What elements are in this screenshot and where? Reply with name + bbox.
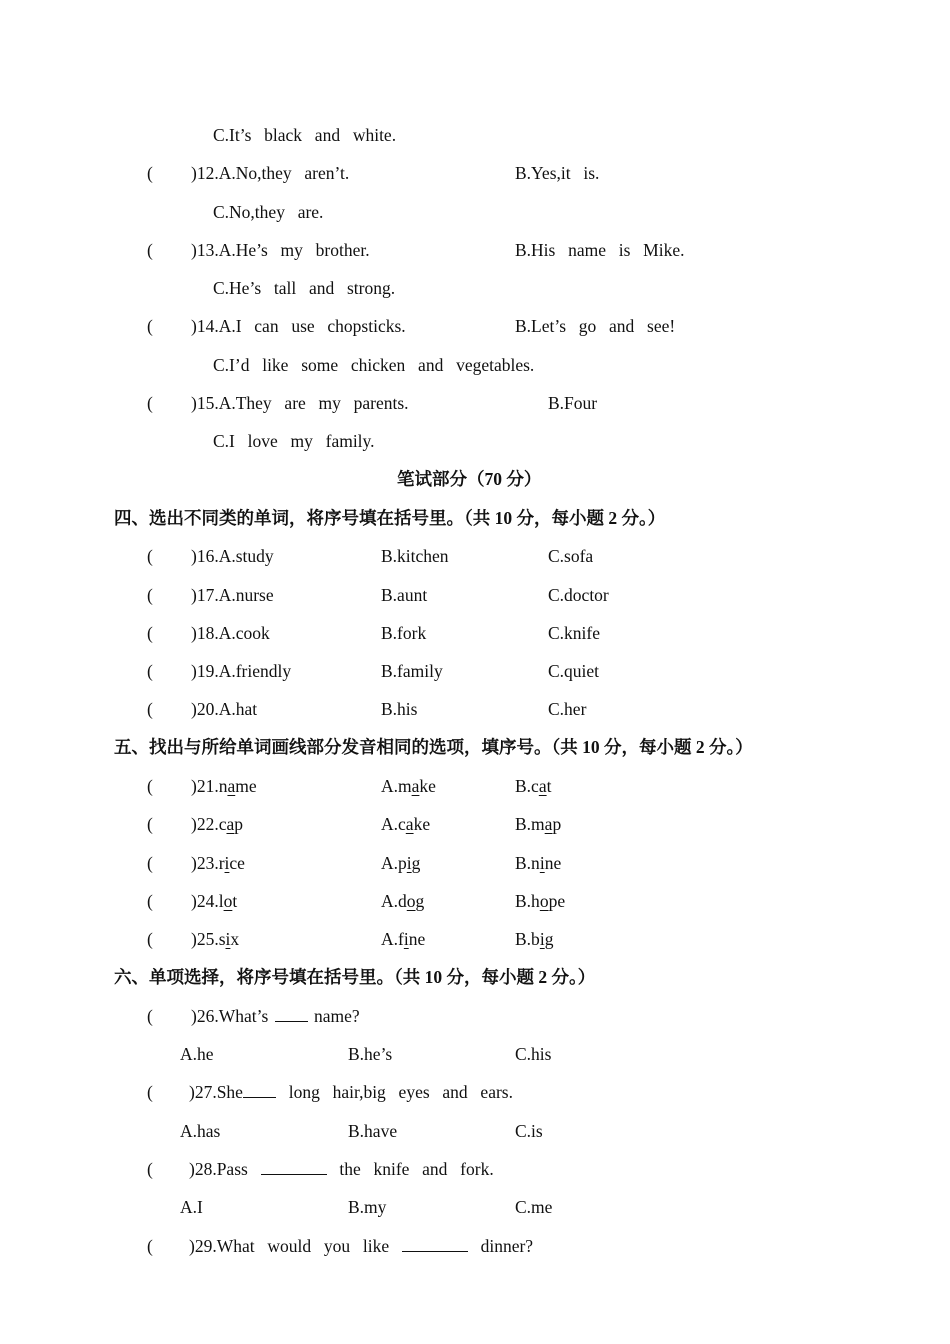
q24-word: )24.lot [191,891,238,911]
q12-paren: ( [147,163,153,183]
q14-option-a: )14.A.I can use chopsticks. [191,316,406,336]
q29-blank[interactable] [402,1235,468,1252]
q16-paren: ( [147,546,153,566]
q25-word: )25.six [191,929,240,949]
q27-blank[interactable] [243,1081,276,1098]
section6-title: 六、单项选择，将序号填在括号里。（共 10 分，每小题 2 分。） [114,967,596,987]
q13-option-a: )13.A.He’s my brother. [191,240,370,260]
q28-option-b: B.my [348,1197,387,1217]
q27-stem: )27.She long hair,big eyes and ears. [189,1082,513,1102]
q29-stem: )29.What would you like dinner? [189,1236,534,1256]
q17-paren: ( [147,585,153,605]
q16-option-a: )16.A.study [191,546,274,566]
q18-option-b: B.fork [381,623,427,643]
q23-option-b: B.nine [515,853,562,873]
q21-word: )21.name [191,776,257,796]
q28-option-a: A.I [180,1197,203,1217]
q22-word: )22.cap [191,814,244,834]
q20-option-b: B.his [381,699,418,719]
q18-paren: ( [147,623,153,643]
q16-option-b: B.kitchen [381,546,449,566]
q21-option-a: A.make [381,776,436,796]
q22-option-b: B.map [515,814,562,834]
q13-option-c: C.He’s tall and strong. [213,278,396,298]
q15-option-c: C.I love my family. [213,431,375,451]
q17-option-a: )17.A.nurse [191,585,274,605]
section4-title: 四、选出不同类的单词，将序号填在括号里。（共 10 分，每小题 2 分。） [114,508,666,528]
q26-blank[interactable] [275,1005,308,1022]
q12-option-c: C.No,they are. [213,202,324,222]
q23-paren: ( [147,853,153,873]
q29-paren: ( [147,1236,153,1256]
q27-paren: ( [147,1082,153,1102]
q19-option-a: )19.A.friendly [191,661,292,681]
q16-option-c: C.sofa [548,546,594,566]
q25-option-a: A.fine [381,929,426,949]
q28-blank[interactable] [261,1158,327,1175]
q15-paren: ( [147,393,153,413]
section5-title: 五、找出与所给单词画线部分发音相同的选项，填序号。（共 10 分，每小题 2 分。） [114,737,753,757]
q12-option-b: B.Yes,it is. [515,163,600,183]
q19-option-c: C.quiet [548,661,600,681]
q20-option-c: C.her [548,699,587,719]
written-part-title: 笔试部分（70 分） [397,469,542,489]
q21-paren: ( [147,776,153,796]
q14-option-c: C.I’d like some chicken and vegetables. [213,355,535,375]
q22-option-a: A.cake [381,814,431,834]
q20-option-a: )20.A.hat [191,699,258,719]
q27-option-c: C.is [515,1121,543,1141]
q21-option-b: B.cat [515,776,552,796]
q28-paren: ( [147,1159,153,1179]
q17-option-c: C.doctor [548,585,609,605]
q26-option-b: B.he’s [348,1044,393,1064]
q26-option-c: C.his [515,1044,552,1064]
q15-option-b: B.Four [548,393,598,413]
q19-option-b: B.family [381,661,443,681]
q25-option-b: B.big [515,929,554,949]
q26-option-a: A.he [180,1044,214,1064]
q23-word: )23.rice [191,853,245,873]
q26-paren: ( [147,1006,153,1026]
q25-paren: ( [147,929,153,949]
q15-option-a: )15.A.They are my parents. [191,393,409,413]
q14-paren: ( [147,316,153,336]
q22-paren: ( [147,814,153,834]
q13-paren: ( [147,240,153,260]
q27-option-b: B.have [348,1121,398,1141]
q11-option-c: C.It’s black and white. [213,125,397,145]
q26-stem: )26.What’s name? [191,1006,360,1026]
q27-option-a: A.has [180,1121,221,1141]
q17-option-b: B.aunt [381,585,428,605]
q24-paren: ( [147,891,153,911]
q18-option-a: )18.A.cook [191,623,270,643]
q28-option-c: C.me [515,1197,553,1217]
q28-stem: )28.Pass the knife and fork. [189,1159,494,1179]
q24-option-a: A.dog [381,891,425,911]
q18-option-c: C.knife [548,623,601,643]
q12-option-a: )12.A.No,they aren’t. [191,163,350,183]
q23-option-a: A.pig [381,853,421,873]
q13-option-b: B.His name is Mike. [515,240,685,260]
q20-paren: ( [147,699,153,719]
q24-option-b: B.hope [515,891,566,911]
q14-option-b: B.Let’s go and see! [515,316,676,336]
q19-paren: ( [147,661,153,681]
